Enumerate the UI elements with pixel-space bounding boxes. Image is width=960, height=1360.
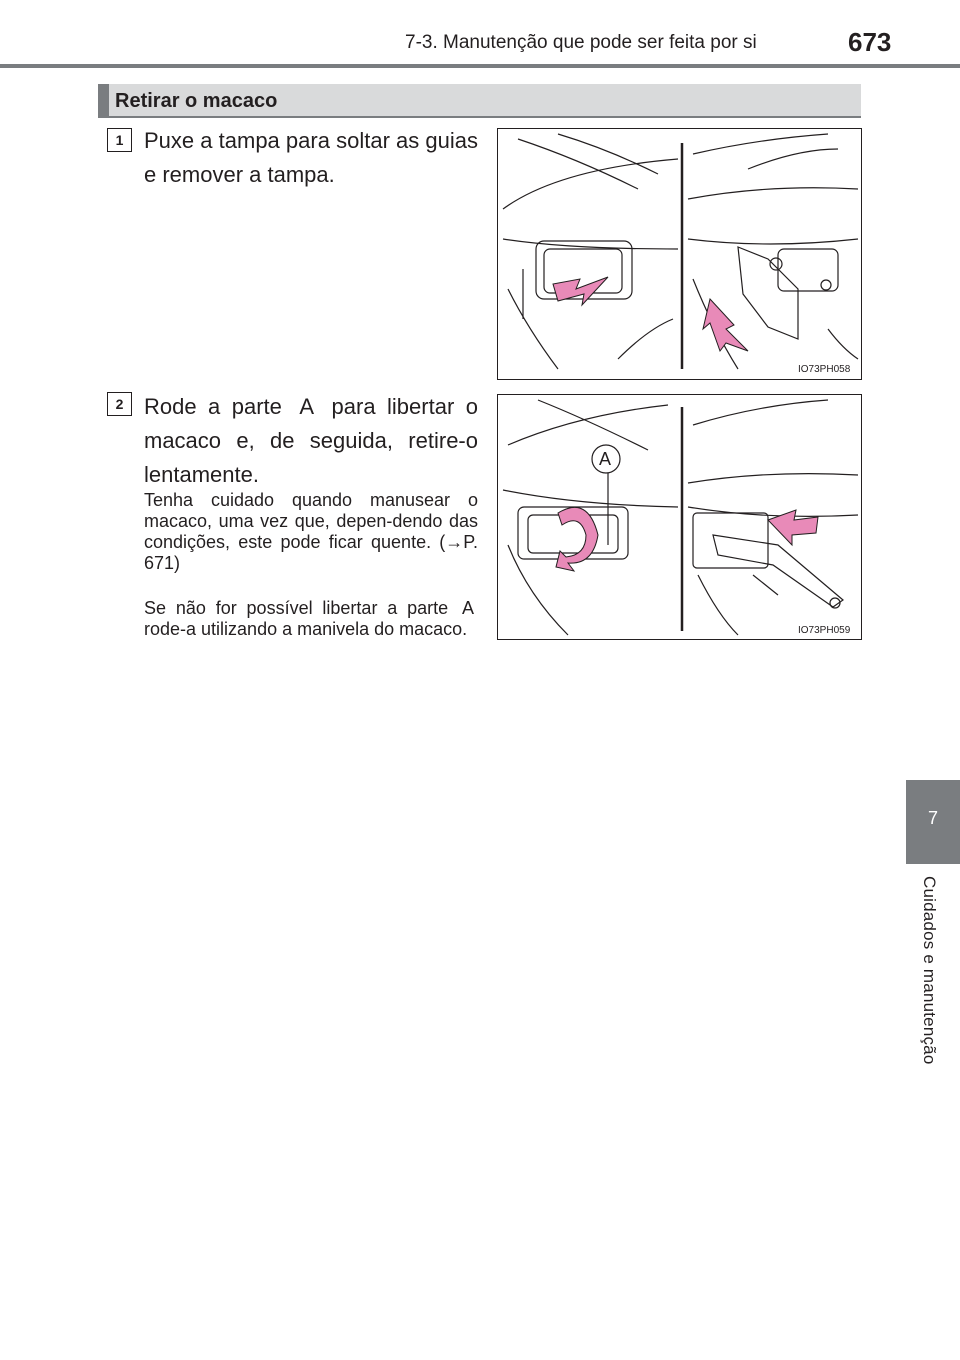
part-a-label-2: A: [461, 598, 474, 618]
manual-release-note-end: rode-a utilizando a manivela do macaco.: [144, 619, 468, 639]
step-1-number: 1: [107, 128, 132, 152]
illustration-remove-cover: [497, 128, 862, 380]
header-rule: [0, 64, 960, 68]
chapter-tab[interactable]: [906, 780, 960, 864]
chapter-number: 7: [927, 808, 938, 828]
chapter-side-label: Cuidados e manutenção: [920, 876, 939, 1065]
part-a-label: A: [299, 394, 315, 419]
running-header: 7-3. Manutenção que pode ser feita por si: [405, 32, 757, 53]
callout-a-label: A: [599, 449, 612, 469]
step-2-text: [144, 390, 478, 492]
image-code-2: IO73PH059: [798, 625, 851, 636]
section-title: Retirar o macaco: [115, 90, 278, 112]
image-code-1: IO73PH058: [798, 364, 851, 375]
step-2-text-start: Rode a parte: [144, 394, 282, 419]
step-2-text-end: para libertar o macaco e, de seguida, retire-o lentamente.: [144, 394, 478, 487]
section-title-bar: [98, 84, 861, 118]
step-2-number: 2: [107, 392, 132, 416]
caution-note: Tenha cuidado quando manusear o macaco, uma vez que, depen-dendo das condições, este pode ficar quente. (→P. 671): [144, 490, 478, 573]
manual-release-note: [144, 598, 478, 640]
illustration-release-jack: [497, 394, 862, 640]
manual-release-note-start: Se não for possível libertar a parte: [144, 598, 449, 618]
step-1-text: Puxe a tampa para soltar as guias e remover a tampa.: [144, 128, 478, 187]
page-number: 673: [848, 27, 892, 57]
